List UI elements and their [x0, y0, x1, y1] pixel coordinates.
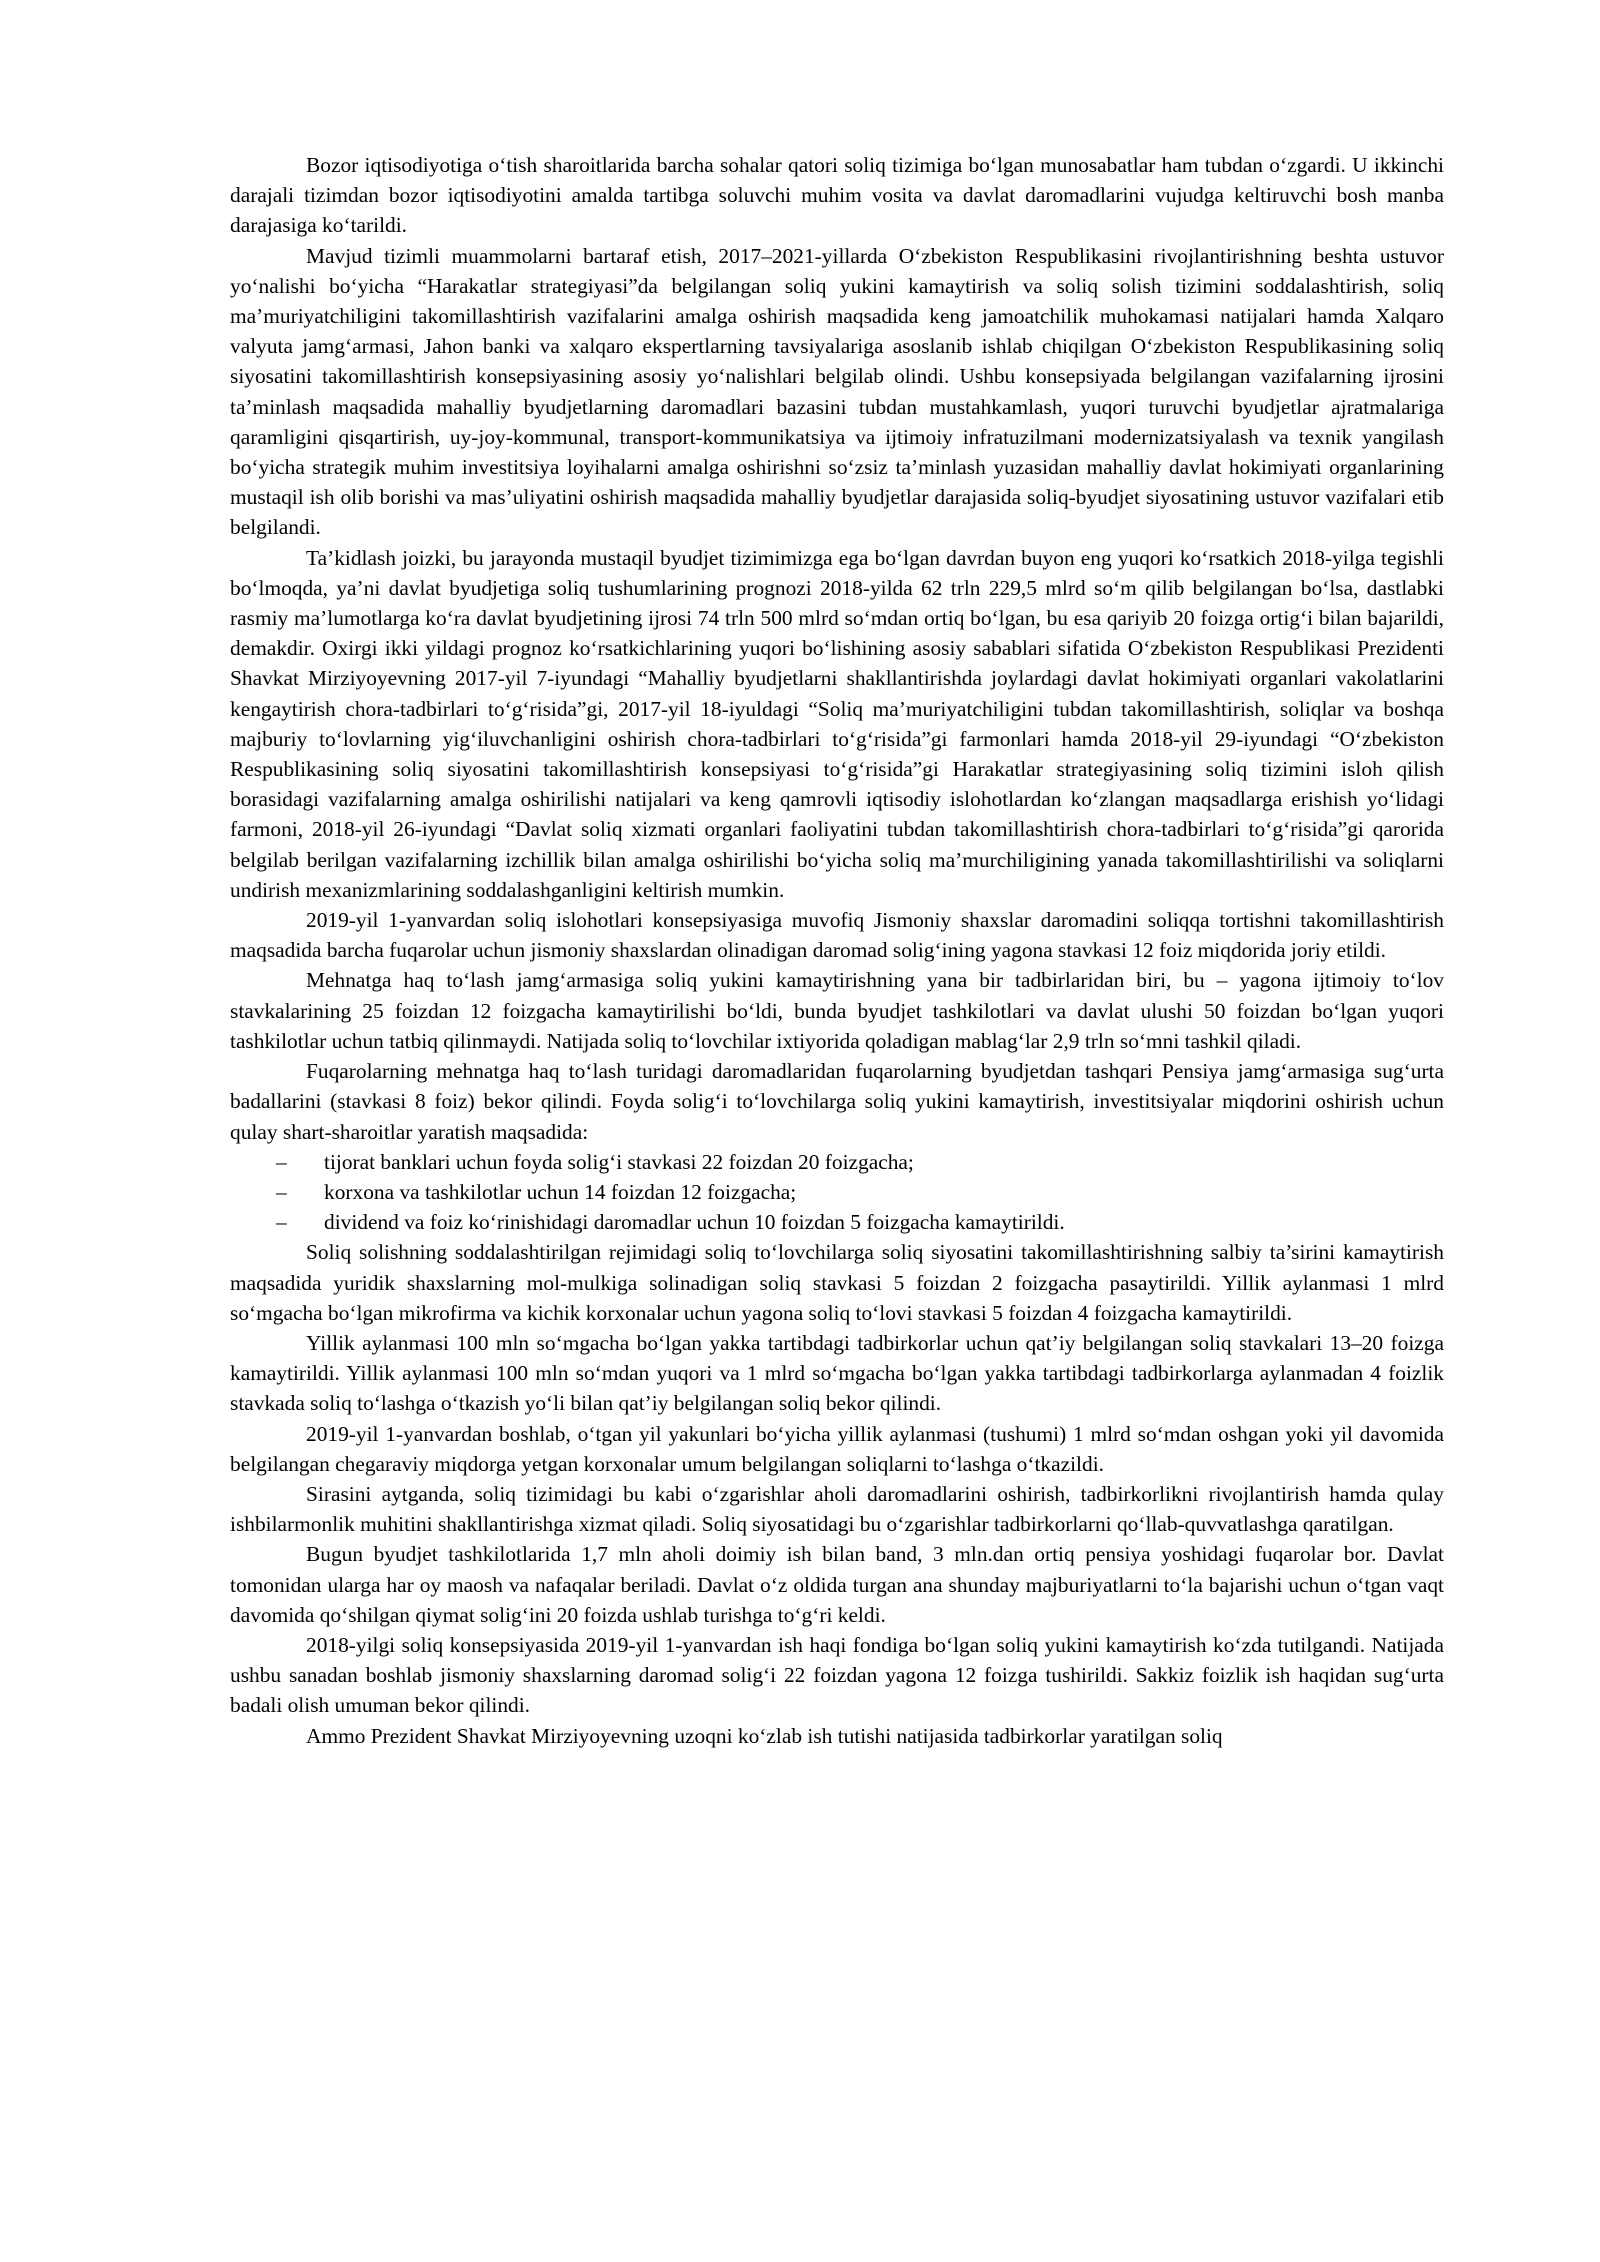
paragraph: 2019-yil 1-yanvardan soliq islohotlari konsepsiyasiga muvofiq Jismoniy shaxslar daromadini soliqqa tortishni takomillashtirish maqsadida barcha fuqarolar uchun jismoniy shaxslardan olinadigan daromad solig‘ining yagona stavkasi 12 foiz miqdorida joriy etildi. — [230, 908, 1444, 963]
list-item-text: tijorat banklari uchun foyda solig‘i stavkasi 22 foizdan 20 foizgacha; — [324, 1149, 914, 1174]
document-page — [230, 150, 1444, 1751]
paragraph: 2018-yilgi soliq konsepsiyasida 2019-yil 1-yanvardan ish haqi fondiga bo‘lgan soliq yukini kamaytirish ko‘zda tutilgandi. Natijada ushbu sanadan boshlab jismoniy shaxslarning daromad solig‘i 22 foizdan yagona 12 foizga tushirildi. Sakkiz foizlik ish haqidan sug‘urta badali olish umuman bekor qilindi. — [230, 1632, 1444, 1718]
dash-bullet: – — [276, 1179, 287, 1204]
list-item — [230, 1207, 1444, 1237]
list-item — [230, 1147, 1444, 1177]
paragraph: Yillik aylanmasi 100 mln so‘mgacha bo‘lgan yakka tartibdagi tadbirkorlar uchun qat’iy belgilangan soliq stavkalari 13–20 foizga kamaytirildi. Yillik aylanmasi 100 mln so‘mdan yuqori va 1 mlrd so‘mgacha bo‘lgan yakka tartibdagi tadbirkorlarga aylanmadan 4 foizlik stavkada soliq to‘lashga o‘tkazish yo‘li bilan qat’iy belgilangan soliq bekor qilindi. — [230, 1330, 1444, 1416]
paragraph: Bozor iqtisodiyotiga o‘tish sharoitlarida barcha sohalar qatori soliq tizimiga bo‘lgan munosabatlar ham tubdan o‘zgardi. U ikkinchi darajali tizimdan bozor iqtisodiyotini amalda tartibga soluvchi muhim vosita va davlat daromadlarini vujudga keltiruvchi bosh manba darajasiga ko‘tarildi. — [230, 153, 1444, 238]
paragraph: Soliq solishning soddalashtirilgan rejimidagi soliq to‘lovchilarga soliq siyosatini takomillashtirishning salbiy ta’sirini kamaytirish maqsadida yuridik shaxslarning mol-mulkiga solinadigan soliq stavkasi 5 foizdan 2 foizgacha pasaytirildi. Yillik aylanmasi 1 mlrd so‘mgacha bo‘lgan mikrofirma va kichik korxonalar uchun yagona soliq to‘lovi stavkasi 5 foizdan 4 foizgacha kamaytirildi. — [230, 1240, 1444, 1325]
dash-bullet: – — [276, 1210, 287, 1235]
list-item-text: korxona va tashkilotlar uchun 14 foizdan 12 foizgacha; — [324, 1179, 797, 1204]
paragraph: Bugun byudjet tashkilotlarida 1,7 mln aholi doimiy ish bilan band, 3 mln.dan ortiq pensiya yoshidagi fuqarolar bor. Davlat tomonidan ularga har oy maosh va nafaqalar beriladi. Davlat o‘z oldida turgan ana shunday majburiyatlarni to‘la bajarishi uchun o‘tgan vaqt davomida qo‘shilgan qiymat solig‘ini 20 foizda ushlab turishga to‘g‘ri keldi. — [230, 1542, 1444, 1627]
dash-bullet: – — [276, 1149, 287, 1174]
list-item-text: dividend va foiz ko‘rinishidagi daromadlar uchun 10 foizdan 5 foizgacha kamaytirildi. — [324, 1210, 1065, 1235]
paragraph: Ta’kidlash joizki, bu jarayonda mustaqil byudjet tizimimizga ega bo‘lgan davrdan buyon eng yuqori ko‘rsatkich 2018-yilga tegishli bo‘lmoqda, ya’ni davlat byudjetiga soliq tushumlarining prognozi 2018-yilda 62 trln 229,5 mlrd so‘m qilib belgilangan bo‘lsa, dastlabki rasmiy ma’lumotlarga ko‘ra davlat byudjetining ijrosi 74 trln 500 mlrd so‘mdan ortiq bo‘lgan, bu esa qariyib 20 foizga ortig‘i bilan bajarildi, demakdir. Oxirgi ikki yildagi prognoz ko‘rsatkichlarining yuqori bo‘lishining asosiy sabablari sifatida O‘zbekiston Respublikasi Prezidenti Shavkat Mirziyoyevning 2017-yil 7-iyundagi “Mahalliy byudjetlarni shakllantirishda joylardagi davlat hokimiyati organlari vakolatlarini kengaytirish chora-tadbirlari to‘g‘risida”gi, 2017-yil 18-iyuldagi “Soliq ma’muriyatchiligini tubdan takomillashtirish, soliqlar va boshqa majburiy to‘lovlarning yig‘iluvchanligini oshirish chora-tadbirlari to‘g‘risida”gi farmonlari hamda 2018-yil 29-iyundagi “O‘zbekiston Respublikasining soliq siyosatini takomillashtirish konsepsiyasi to‘g‘risida”gi Harakatlar strategiyasining soliq tizimini isloh qilish borasidagi vazifalarning amalga oshirilishi natijalari va keng qamrovli iqtisodiy islohotlardan ko‘zlangan maqsadlarga erishish yo‘lidagi farmoni, 2018-yil 26-iyundagi “Davlat soliq xizmati organlari faoliyatini tubdan takomillashtirish chora-tadbirlari to‘g‘risida”gi qarorida belgilab berilgan vazifalarning izchillik bilan amalga oshirilishi bo‘yicha soliq ma’murchiligining yanada takomillashtirilishi va soliqlarni undirish mexanizmlarining soddalashganligini keltirish mumkin. — [230, 545, 1444, 902]
paragraph: Mavjud tizimli muammolarni bartaraf etish, 2017–2021-yillarda O‘zbekiston Respublikasini rivojlantirishning beshta ustuvor yo‘nalishi bo‘yicha “Harakatlar strategiyasi”da belgilangan soliq yukini kamaytirish va soliq solish tizimini soddalashtirish, soliq ma’muriyatchiligini takomillashtirish vazifalarini amalga oshirish maqsadida keng jamoatchilik muhokamasi natijalari hamda Xalqaro valyuta jamg‘armasi, Jahon banki va xalqaro ekspertlarning tavsiyalariga asoslanib ishlab chiqilgan O‘zbekiston Respublikasining soliq siyosatini takomillashtirish konsepsiyasining asosiy yo‘nalishlari belgilab olindi. Ushbu konsepsiyada belgilangan vazifalarning ijrosini ta’minlash maqsadida mahalliy byudjetlarning daromadlari bazasini tubdan mustahkamlash, yuqori turuvchi byudjetlar ajratmalariga qaramligini qisqartirish, uy-joy-kommunal, transport-kommunikatsiya va ijtimoiy infratuzilmani modernizatsiyalash va texnik yangilash bo‘yicha strategik muhim investitsiya loyihalarni amalga oshirishni so‘zsiz ta’minlash yuzasidan mahalliy davlat hokimiyati organlarining mustaqil ish olib borishi va mas’uliyatini oshirish maqsadida mahalliy byudjetlar darajasida soliq-byudjet siyosatining ustuvor vazifalari etib belgilandi. — [230, 243, 1444, 540]
tax-rate-list — [230, 1147, 1444, 1238]
paragraph: Fuqarolarning mehnatga haq to‘lash turidagi daromadlaridan fuqarolarning byudjetdan tashqari Pensiya jamg‘armasiga sug‘urta badallarini (stavkasi 8 foiz) bekor qilindi. Foyda solig‘i to‘lovchilarga soliq yukini kamaytirish, investitsiyalar miqdorini oshirish uchun qulay shart-sharoitlar yaratish maqsadida: — [230, 1059, 1444, 1144]
paragraph: Sirasini aytganda, soliq tizimidagi bu kabi o‘zgarishlar aholi daromadlarini oshirish, tadbirkorlikni rivojlantirish hamda qulay ishbilarmonlik muhitini shakllantirishga xizmat qiladi. Soliq siyosatidagi bu o‘zgarishlar tadbirkorlarni qo‘llab-quvvatlashga qaratilgan. — [230, 1481, 1444, 1537]
paragraph: Ammo Prezident Shavkat Mirziyoyevning uzoqni ko‘zlab ish tutishi natijasida tadbirkorlar yaratilgan soliq — [306, 1723, 1223, 1748]
paragraph: 2019-yil 1-yanvardan boshlab, o‘tgan yil yakunlari bo‘yicha yillik aylanmasi (tushumi) 1 mlrd so‘mdan oshgan yoki yil davomida belgilangan chegaraviy miqdorga yetgan korxonalar umum belgilangan soliqlarni to‘lashga o‘tkazildi. — [230, 1421, 1444, 1476]
paragraph: Mehnatga haq to‘lash jamg‘armasiga soliq yukini kamaytirishning yana bir tadbirlaridan biri, bu – yagona ijtimoiy to‘lov stavkalarining 25 foizdan 12 foizgacha kamaytirilishi bo‘ldi, bunda byudjet tashkilotlari va davlat ulushi 50 foizdan bo‘lgan yuqori tashkilotlar uchun tatbiq qilinmaydi. Natijada soliq to‘lovchilar ixtiyorida qoladigan mablag‘lar 2,9 trln so‘mni tashkil qiladi. — [230, 968, 1444, 1053]
list-item — [230, 1177, 1444, 1207]
